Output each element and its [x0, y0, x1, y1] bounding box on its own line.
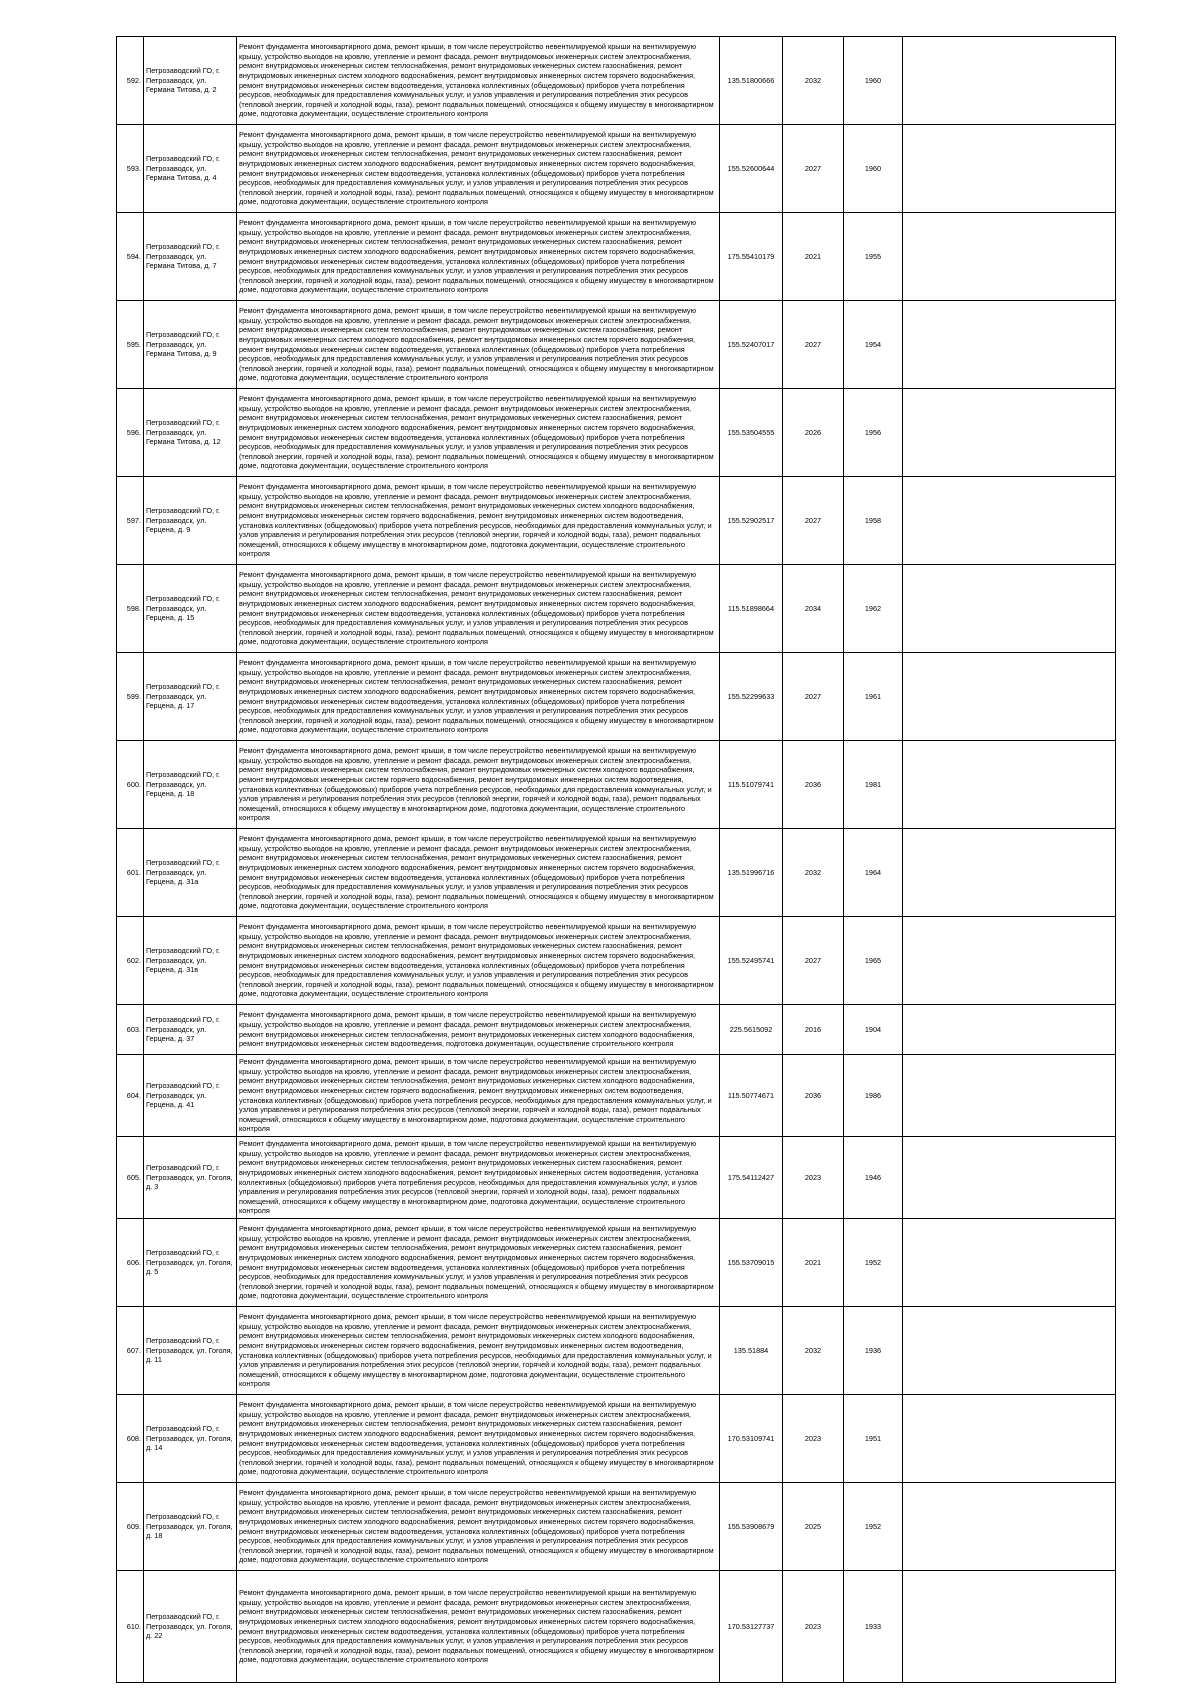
row-address: Петрозаводский ГО, г. Петрозаводск, ул. Герцена, д. 31а — [144, 829, 237, 917]
table-row — [117, 1571, 1116, 1683]
row-year: 2034 — [783, 565, 844, 653]
row-empty-cell — [903, 301, 1116, 389]
row-address: Петрозаводский ГО, г. Петрозаводск, ул. Германа Титова, д. 2 — [144, 37, 237, 125]
row-works: Ремонт фундамента многоквартирного дома, ремонт крыши, в том числе переустройство невентилируемой крыши на вентилируемую крышу, устройство выходов на кровлю, утепление и ремонт фасада, ремонт внутридомовых инженерных систем электроснабжения, ремонт внутридомовых инженерных систем теплоснабжения, ремонт внутридомовых инженерных систем газоснабжения, ремонт внутридомовых инженерных систем холодного водоснабжения, ремонт внутридомовых инженерных систем горячего водоснабжения, ремонт внутридомовых инженерных систем водоотведения, установка коллективных (общедомовых) приборов учета потребления ресурсов, необходимых для предоставления коммунальных услуг, и узлов управления и регулирования потребления этих ресурсов (тепловой энергии, горячей и холодной воды, газа), ремонт подвальных помещений, относящихся к общему имуществу в многоквартирном доме, подготовка документации, осуществление строительного контроля — [237, 653, 720, 741]
row-works: Ремонт фундамента многоквартирного дома, ремонт крыши, в том числе переустройство невентилируемой крыши на вентилируемую крышу, устройство выходов на кровлю, утепление и ремонт фасада, ремонт внутридомовых инженерных систем электроснабжения, ремонт внутридомовых инженерных систем теплоснабжения, ремонт внутридомовых инженерных систем холодного водоснабжения, ремонт внутридомовых инженерных систем горячего водоснабжения, ремонт внутридомовых инженерных систем водоотведения, установка коллективных (общедомовых) приборов учета потребления ресурсов, необходимых для предоставления коммунальных услуг, и узлов управления и регулирования потребления этих ресурсов (тепловой энергии, горячей и холодной воды, газа), ремонт подвальных помещений, относящихся к общему имуществу в многоквартирном доме, подготовка документации, осуществление строительного контроля — [237, 1055, 720, 1137]
table-row — [117, 829, 1116, 917]
row-built-year: 1958 — [844, 477, 903, 565]
row-works: Ремонт фундамента многоквартирного дома, ремонт крыши, в том числе переустройство невентилируемой крыши на вентилируемую крышу, устройство выходов на кровлю, утепление и ремонт фасада, ремонт внутридомовых инженерных систем электроснабжения, ремонт внутридомовых инженерных систем теплоснабжения, ремонт внутридомовых инженерных систем газоснабжения, ремонт внутридомовых инженерных систем холодного водоснабжения, ремонт внутридомовых инженерных систем горячего водоснабжения, ремонт внутридомовых инженерных систем водоотведения, установка коллективных (общедомовых) приборов учета потребления ресурсов, необходимых для предоставления коммунальных услуг, и узлов управления и регулирования потребления этих ресурсов (тепловой энергии, горячей и холодной воды, газа), ремонт подвальных помещений, относящихся к общему имуществу в многоквартирном доме, подготовка документации, осуществление строительного контроля — [237, 1483, 720, 1571]
row-empty-cell — [903, 1483, 1116, 1571]
row-year: 2026 — [783, 389, 844, 477]
row-number: 598. — [117, 565, 144, 653]
row-works: Ремонт фундамента многоквартирного дома, ремонт крыши, в том числе переустройство невентилируемой крыши на вентилируемую крышу, устройство выходов на кровлю, утепление и ремонт фасада, ремонт внутридомовых инженерных систем электроснабжения, ремонт внутридомовых инженерных систем теплоснабжения, ремонт внутридомовых инженерных систем газоснабжения, ремонт внутридомовых инженерных систем холодного водоснабжения, ремонт внутридомовых инженерных систем горячего водоснабжения, ремонт внутридомовых инженерных систем водоотведения, установка коллективных (общедомовых) приборов учета потребления ресурсов, необходимых для предоставления коммунальных услуг, и узлов управления и регулирования потребления этих ресурсов (тепловой энергии, горячей и холодной воды, газа), ремонт подвальных помещений, относящихся к общему имуществу в многоквартирном доме, подготовка документации, осуществление строительного контроля — [237, 1395, 720, 1483]
row-built-year: 1981 — [844, 741, 903, 829]
row-works: Ремонт фундамента многоквартирного дома, ремонт крыши, в том числе переустройство невентилируемой крыши на вентилируемую крышу, устройство выходов на кровлю, утепление и ремонт фасада, ремонт внутридомовых инженерных систем электроснабжения, ремонт внутридомовых инженерных систем теплоснабжения, ремонт внутридомовых инженерных систем газоснабжения, ремонт внутридомовых инженерных систем холодного водоснабжения, ремонт внутридомовых инженерных систем горячего водоснабжения, ремонт внутридомовых инженерных систем водоотведения, установка коллективных (общедомовых) приборов учета потребления ресурсов, необходимых для предоставления коммунальных услуг, и узлов управления и регулирования потребления этих ресурсов (тепловой энергии, горячей и холодной воды, газа), ремонт подвальных помещений, относящихся к общему имуществу в многоквартирном доме, подготовка документации, осуществление строительного контроля — [237, 829, 720, 917]
row-number: 610. — [117, 1571, 144, 1683]
row-works: Ремонт фундамента многоквартирного дома, ремонт крыши, в том числе переустройство невентилируемой крыши на вентилируемую крышу, устройство выходов на кровлю, утепление и ремонт фасада, ремонт внутридомовых инженерных систем электроснабжения, ремонт внутридомовых инженерных систем теплоснабжения, ремонт внутридомовых инженерных систем газоснабжения, ремонт внутридомовых инженерных систем холодного водоснабжения, ремонт внутридомовых инженерных систем горячего водоснабжения, ремонт внутридомовых инженерных систем водоотведения, установка коллективных (общедомовых) приборов учета потребления ресурсов, необходимых для предоставления коммунальных услуг, и узлов управления и регулирования потребления этих ресурсов (тепловой энергии, горячей и холодной воды, газа), ремонт подвальных помещений, относящихся к общему имуществу в многоквартирном доме, подготовка документации, осуществление строительного контроля — [237, 917, 720, 1005]
row-value: 115.51079741 — [720, 741, 783, 829]
row-number: 606. — [117, 1219, 144, 1307]
table-row — [117, 1307, 1116, 1395]
table-row — [117, 37, 1116, 125]
row-address: Петрозаводский ГО, г. Петрозаводск, ул. Герцена, д. 17 — [144, 653, 237, 741]
row-works: Ремонт фундамента многоквартирного дома, ремонт крыши, в том числе переустройство невентилируемой крыши на вентилируемую крышу, устройство выходов на кровлю, утепление и ремонт фасада, ремонт внутридомовых инженерных систем электроснабжения, ремонт внутридомовых инженерных систем теплоснабжения, ремонт внутридомовых инженерных систем газоснабжения, ремонт внутридомовых инженерных систем холодного водоснабжения, ремонт внутридомовых инженерных систем горячего водоснабжения, ремонт внутридомовых инженерных систем водоотведения, установка коллективных (общедомовых) приборов учета потребления ресурсов, необходимых для предоставления коммунальных услуг, и узлов управления и регулирования потребления этих ресурсов (тепловой энергии, горячей и холодной воды, газа), ремонт подвальных помещений, относящихся к общему имуществу в многоквартирном доме, подготовка документации, осуществление строительного контроля — [237, 125, 720, 213]
row-address: Петрозаводский ГО, г. Петрозаводск, ул. Герцена, д. 9 — [144, 477, 237, 565]
row-works: Ремонт фундамента многоквартирного дома, ремонт крыши, в том числе переустройство невентилируемой крыши на вентилируемую крышу, устройство выходов на кровлю, утепление и ремонт фасада, ремонт внутридомовых инженерных систем электроснабжения, ремонт внутридомовых инженерных систем теплоснабжения, ремонт внутридомовых инженерных систем газоснабжения, ремонт внутридомовых инженерных систем холодного водоснабжения, ремонт внутридомовых инженерных систем горячего водоснабжения, ремонт внутридомовых инженерных систем водоотведения, установка коллективных (общедомовых) приборов учета потребления ресурсов, необходимых для предоставления коммунальных услуг, и узлов управления и регулирования потребления этих ресурсов (тепловой энергии, горячей и холодной воды, газа), ремонт подвальных помещений, относящихся к общему имуществу в многоквартирном доме, подготовка документации, осуществление строительного контроля — [237, 1219, 720, 1307]
row-address: Петрозаводский ГО, г. Петрозаводск, ул. Германа Титова, д. 4 — [144, 125, 237, 213]
row-empty-cell — [903, 917, 1116, 1005]
row-address: Петрозаводский ГО, г. Петрозаводск, ул. Гоголя, д. 18 — [144, 1483, 237, 1571]
row-empty-cell — [903, 1055, 1116, 1137]
row-built-year: 1933 — [844, 1571, 903, 1683]
row-empty-cell — [903, 741, 1116, 829]
row-value: 155.52902517 — [720, 477, 783, 565]
row-value: 135.51800666 — [720, 37, 783, 125]
row-number: 597. — [117, 477, 144, 565]
row-built-year: 1904 — [844, 1005, 903, 1055]
row-works: Ремонт фундамента многоквартирного дома, ремонт крыши, в том числе переустройство невентилируемой крыши на вентилируемую крышу, устройство выходов на кровлю, утепление и ремонт фасада, ремонт внутридомовых инженерных систем электроснабжения, ремонт внутридомовых инженерных систем теплоснабжения, ремонт внутридомовых инженерных систем газоснабжения, ремонт внутридомовых инженерных систем холодного водоснабжения, ремонт внутридомовых инженерных систем водоотведения, установка коллективных (общедомовых) приборов учета потребления ресурсов, необходимых для предоставления коммунальных услуг, и узлов управления и регулирования потребления этих ресурсов (тепловой энергии, горячей и холодной воды, газа), ремонт подвальных помещений, относящихся к общему имуществу в многоквартирном доме, подготовка документации, осуществление строительного контроля — [237, 1137, 720, 1219]
row-value: 155.52495741 — [720, 917, 783, 1005]
row-works: Ремонт фундамента многоквартирного дома, ремонт крыши, в том числе переустройство невентилируемой крыши на вентилируемую крышу, устройство выходов на кровлю, утепление и ремонт фасада, ремонт внутридомовых инженерных систем электроснабжения, ремонт внутридомовых инженерных систем теплоснабжения, ремонт внутридомовых инженерных систем газоснабжения, ремонт внутридомовых инженерных систем холодного водоснабжения, ремонт внутридомовых инженерных систем горячего водоснабжения, ремонт внутридомовых инженерных систем водоотведения, установка коллективных (общедомовых) приборов учета потребления ресурсов, необходимых для предоставления коммунальных услуг, и узлов управления и регулирования потребления этих ресурсов (тепловой энергии, горячей и холодной воды, газа), ремонт подвальных помещений, относящихся к общему имуществу в многоквартирном доме, подготовка документации, осуществление строительного контроля — [237, 389, 720, 477]
row-value: 135.51884 — [720, 1307, 783, 1395]
row-works: Ремонт фундамента многоквартирного дома, ремонт крыши, в том числе переустройство невентилируемой крыши на вентилируемую крышу, устройство выходов на кровлю, утепление и ремонт фасада, ремонт внутридомовых инженерных систем электроснабжения, ремонт внутридомовых инженерных систем теплоснабжения, ремонт внутридомовых инженерных систем холодного водоснабжения, ремонт внутридомовых инженерных систем горячего водоснабжения, ремонт внутридомовых инженерных систем водоотведения, установка коллективных (общедомовых) приборов учета потребления ресурсов, необходимых для предоставления коммунальных услуг, и узлов управления и регулирования потребления этих ресурсов (тепловой энергии, горячей и холодной воды, газа), ремонт подвальных помещений, относящихся к общему имуществу в многоквартирном доме, подготовка документации, осуществление строительного контроля — [237, 1307, 720, 1395]
document-page — [116, 36, 1116, 1683]
row-built-year: 1956 — [844, 389, 903, 477]
row-empty-cell — [903, 1219, 1116, 1307]
table-row — [117, 1137, 1116, 1219]
row-number: 608. — [117, 1395, 144, 1483]
table-row — [117, 653, 1116, 741]
row-address: Петрозаводский ГО, г. Петрозаводск, ул. Германа Титова, д. 12 — [144, 389, 237, 477]
row-value: 155.52407017 — [720, 301, 783, 389]
row-built-year: 1946 — [844, 1137, 903, 1219]
table-row — [117, 917, 1116, 1005]
row-address: Петрозаводский ГО, г. Петрозаводск, ул. Гоголя, д. 22 — [144, 1571, 237, 1683]
row-number: 605. — [117, 1137, 144, 1219]
row-year: 2027 — [783, 477, 844, 565]
row-works: Ремонт фундамента многоквартирного дома, ремонт крыши, в том числе переустройство невентилируемой крыши на вентилируемую крышу, устройство выходов на кровлю, утепление и ремонт фасада, ремонт внутридомовых инженерных систем электроснабжения, ремонт внутридомовых инженерных систем теплоснабжения, ремонт внутридомовых инженерных систем газоснабжения, ремонт внутридомовых инженерных систем холодного водоснабжения, ремонт внутридомовых инженерных систем горячего водоснабжения, ремонт внутридомовых инженерных систем водоотведения, установка коллективных (общедомовых) приборов учета потребления ресурсов, необходимых для предоставления коммунальных услуг, и узлов управления и регулирования потребления этих ресурсов (тепловой энергии, горячей и холодной воды, газа), ремонт подвальных помещений, относящихся к общему имуществу в многоквартирном доме, подготовка документации, осуществление строительного контроля — [237, 213, 720, 301]
row-empty-cell — [903, 213, 1116, 301]
row-address: Петрозаводский ГО, г. Петрозаводск, ул. Герцена, д. 18 — [144, 741, 237, 829]
row-year: 2027 — [783, 917, 844, 1005]
row-year: 2023 — [783, 1137, 844, 1219]
row-empty-cell — [903, 1307, 1116, 1395]
row-empty-cell — [903, 653, 1116, 741]
row-number: 601. — [117, 829, 144, 917]
row-value: 155.52600644 — [720, 125, 783, 213]
row-built-year: 1960 — [844, 37, 903, 125]
row-built-year: 1964 — [844, 829, 903, 917]
row-number: 600. — [117, 741, 144, 829]
row-address: Петрозаводский ГО, г. Петрозаводск, ул. Германа Титова, д. 9 — [144, 301, 237, 389]
row-empty-cell — [903, 389, 1116, 477]
row-number: 609. — [117, 1483, 144, 1571]
table-row — [117, 389, 1116, 477]
row-year: 2021 — [783, 1219, 844, 1307]
table-row — [117, 1395, 1116, 1483]
row-value: 155.53709015 — [720, 1219, 783, 1307]
row-built-year: 1952 — [844, 1219, 903, 1307]
row-year: 2023 — [783, 1395, 844, 1483]
row-empty-cell — [903, 1395, 1116, 1483]
row-built-year: 1965 — [844, 917, 903, 1005]
row-works: Ремонт фундамента многоквартирного дома, ремонт крыши, в том числе переустройство невентилируемой крыши на вентилируемую крышу, устройство выходов на кровлю, утепление и ремонт фасада, ремонт внутридомовых инженерных систем электроснабжения, ремонт внутридомовых инженерных систем теплоснабжения, ремонт внутридомовых инженерных систем холодного водоснабжения, ремонт внутридомовых инженерных систем горячего водоснабжения, ремонт внутридомовых инженерных систем водоотведения, установка коллективных (общедомовых) приборов учета потребления ресурсов, необходимых для предоставления коммунальных услуг, и узлов управления и регулирования потребления этих ресурсов (тепловой энергии, горячей и холодной воды, газа), ремонт подвальных помещений, относящихся к общему имуществу в многоквартирном доме, подготовка документации, осуществление строительного контроля — [237, 741, 720, 829]
row-address: Петрозаводский ГО, г. Петрозаводск, ул. Герцена, д. 41 — [144, 1055, 237, 1137]
row-value: 175.55410179 — [720, 213, 783, 301]
capital-repair-table — [116, 36, 1116, 1683]
row-value: 115.50774671 — [720, 1055, 783, 1137]
table-row — [117, 1219, 1116, 1307]
row-number: 596. — [117, 389, 144, 477]
table-row — [117, 565, 1116, 653]
row-value: 170.53127737 — [720, 1571, 783, 1683]
row-year: 2032 — [783, 829, 844, 917]
row-address: Петрозаводский ГО, г. Петрозаводск, ул. Гоголя, д. 5 — [144, 1219, 237, 1307]
table-row — [117, 301, 1116, 389]
row-year: 2032 — [783, 1307, 844, 1395]
table-row — [117, 477, 1116, 565]
row-works: Ремонт фундамента многоквартирного дома, ремонт крыши, в том числе переустройство невентилируемой крыши на вентилируемую крышу, устройство выходов на кровлю, утепление и ремонт фасада, ремонт внутридомовых инженерных систем электроснабжения, ремонт внутридомовых инженерных систем теплоснабжения, ремонт внутридомовых инженерных систем холодного водоснабжения, ремонт внутридомовых инженерных систем горячего водоснабжения, ремонт внутридомовых инженерных систем водоотведения, установка коллективных (общедомовых) приборов учета потребления ресурсов, необходимых для предоставления коммунальных услуг, и узлов управления и регулирования потребления этих ресурсов (тепловой энергии, горячей и холодной воды, газа), ремонт подвальных помещений, относящихся к общему имуществу в многоквартирном доме, подготовка документации, осуществление строительного контроля — [237, 477, 720, 565]
table-row — [117, 1005, 1116, 1055]
row-number: 593. — [117, 125, 144, 213]
row-value: 135.51996716 — [720, 829, 783, 917]
row-year: 2027 — [783, 301, 844, 389]
row-value: 155.53908679 — [720, 1483, 783, 1571]
table-row — [117, 741, 1116, 829]
row-empty-cell — [903, 125, 1116, 213]
row-number: 594. — [117, 213, 144, 301]
row-works: Ремонт фундамента многоквартирного дома, ремонт крыши, в том числе переустройство невентилируемой крыши на вентилируемую крышу, устройство выходов на кровлю, утепление и ремонт фасада, ремонт внутридомовых инженерных систем электроснабжения, ремонт внутридомовых инженерных систем теплоснабжения, ремонт внутридомовых инженерных систем газоснабжения, ремонт внутридомовых инженерных систем холодного водоснабжения, ремонт внутридомовых инженерных систем горячего водоснабжения, ремонт внутридомовых инженерных систем водоотведения, установка коллективных (общедомовых) приборов учета потребления ресурсов, необходимых для предоставления коммунальных услуг, и узлов управления и регулирования потребления этих ресурсов (тепловой энергии, горячей и холодной воды, газа), ремонт подвальных помещений, относящихся к общему имуществу в многоквартирном доме, подготовка документации, осуществление строительного контроля — [237, 565, 720, 653]
row-works: Ремонт фундамента многоквартирного дома, ремонт крыши, в том числе переустройство невентилируемой крыши на вентилируемую крышу, устройство выходов на кровлю, утепление и ремонт фасада, ремонт внутридомовых инженерных систем электроснабжения, ремонт внутридомовых инженерных систем теплоснабжения, ремонт внутридомовых инженерных систем газоснабжения, ремонт внутридомовых инженерных систем холодного водоснабжения, ремонт внутридомовых инженерных систем горячего водоснабжения, ремонт внутридомовых инженерных систем водоотведения, установка коллективных (общедомовых) приборов учета потребления ресурсов, необходимых для предоставления коммунальных услуг, и узлов управления и регулирования потребления этих ресурсов (тепловой энергии, горячей и холодной воды, газа), ремонт подвальных помещений, относящихся к общему имуществу в многоквартирном доме, подготовка документации, осуществление строительного контроля — [237, 1571, 720, 1683]
row-works: Ремонт фундамента многоквартирного дома, ремонт крыши, в том числе переустройство невентилируемой крыши на вентилируемую крышу, устройство выходов на кровлю, утепление и ремонт фасада, ремонт внутридомовых инженерных систем электроснабжения, ремонт внутридомовых инженерных систем теплоснабжения, ремонт внутридомовых инженерных систем газоснабжения, ремонт внутридомовых инженерных систем холодного водоснабжения, ремонт внутридомовых инженерных систем горячего водоснабжения, ремонт внутридомовых инженерных систем водоотведения, установка коллективных (общедомовых) приборов учета потребления ресурсов, необходимых для предоставления коммунальных услуг, и узлов управления и регулирования потребления этих ресурсов (тепловой энергии, горячей и холодной воды, газа), ремонт подвальных помещений, относящихся к общему имуществу в многоквартирном доме, подготовка документации, осуществление строительного контроля — [237, 37, 720, 125]
row-empty-cell — [903, 477, 1116, 565]
row-number: 599. — [117, 653, 144, 741]
row-built-year: 1962 — [844, 565, 903, 653]
row-year: 2036 — [783, 1055, 844, 1137]
row-year: 2036 — [783, 741, 844, 829]
row-address: Петрозаводский ГО, г. Петрозаводск, ул. Герцена, д. 37 — [144, 1005, 237, 1055]
row-value: 155.53504555 — [720, 389, 783, 477]
row-empty-cell — [903, 829, 1116, 917]
row-number: 602. — [117, 917, 144, 1005]
row-address: Петрозаводский ГО, г. Петрозаводск, ул. Германа Титова, д. 7 — [144, 213, 237, 301]
row-value: 170.53109741 — [720, 1395, 783, 1483]
table-body — [117, 37, 1116, 1683]
row-number: 607. — [117, 1307, 144, 1395]
row-value: 115.51898664 — [720, 565, 783, 653]
row-address: Петрозаводский ГО, г. Петрозаводск, ул. Герцена, д. 31в — [144, 917, 237, 1005]
row-value: 155.52299633 — [720, 653, 783, 741]
table-row — [117, 125, 1116, 213]
row-year: 2032 — [783, 37, 844, 125]
row-address: Петрозаводский ГО, г. Петрозаводск, ул. Герцена, д. 15 — [144, 565, 237, 653]
row-built-year: 1955 — [844, 213, 903, 301]
table-row — [117, 1483, 1116, 1571]
row-address: Петрозаводский ГО, г. Петрозаводск, ул. Гоголя, д. 11 — [144, 1307, 237, 1395]
row-value: 175.54112427 — [720, 1137, 783, 1219]
table-row — [117, 213, 1116, 301]
row-year: 2021 — [783, 213, 844, 301]
row-number: 595. — [117, 301, 144, 389]
row-empty-cell — [903, 37, 1116, 125]
row-year: 2016 — [783, 1005, 844, 1055]
row-year: 2027 — [783, 125, 844, 213]
row-number: 592. — [117, 37, 144, 125]
row-built-year: 1952 — [844, 1483, 903, 1571]
row-works: Ремонт фундамента многоквартирного дома, ремонт крыши, в том числе переустройство невентилируемой крыши на вентилируемую крышу, устройство выходов на кровлю, утепление и ремонт фасада, ремонт внутридомовых инженерных систем электроснабжения, ремонт внутридомовых инженерных систем теплоснабжения, ремонт внутридомовых инженерных систем газоснабжения, ремонт внутридомовых инженерных систем холодного водоснабжения, ремонт внутридомовых инженерных систем горячего водоснабжения, ремонт внутридомовых инженерных систем водоотведения, установка коллективных (общедомовых) приборов учета потребления ресурсов, необходимых для предоставления коммунальных услуг, и узлов управления и регулирования потребления этих ресурсов (тепловой энергии, горячей и холодной воды, газа), ремонт подвальных помещений, относящихся к общему имуществу в многоквартирном доме, подготовка документации, осуществление строительного контроля — [237, 301, 720, 389]
row-built-year: 1936 — [844, 1307, 903, 1395]
row-number: 604. — [117, 1055, 144, 1137]
table-row — [117, 1055, 1116, 1137]
row-empty-cell — [903, 1571, 1116, 1683]
row-value: 225.5615092 — [720, 1005, 783, 1055]
row-address: Петрозаводский ГО, г. Петрозаводск, ул. Гоголя, д. 3 — [144, 1137, 237, 1219]
row-works: Ремонт фундамента многоквартирного дома, ремонт крыши, в том числе переустройство невентилируемой крыши на вентилируемую крышу, устройство выходов на кровлю, утепление и ремонт фасада, ремонт внутридомовых инженерных систем электроснабжения, ремонт внутридомовых инженерных систем теплоснабжения, ремонт внутридомовых инженерных систем холодного водоснабжения, ремонт внутридомовых инженерных систем водоотведения, подготовка документации, осуществление строительного контроля — [237, 1005, 720, 1055]
row-number: 603. — [117, 1005, 144, 1055]
row-empty-cell — [903, 1005, 1116, 1055]
row-built-year: 1960 — [844, 125, 903, 213]
row-empty-cell — [903, 565, 1116, 653]
row-year: 2025 — [783, 1483, 844, 1571]
row-built-year: 1986 — [844, 1055, 903, 1137]
row-empty-cell — [903, 1137, 1116, 1219]
row-built-year: 1951 — [844, 1395, 903, 1483]
row-built-year: 1954 — [844, 301, 903, 389]
row-built-year: 1961 — [844, 653, 903, 741]
row-year: 2023 — [783, 1571, 844, 1683]
row-year: 2027 — [783, 653, 844, 741]
row-address: Петрозаводский ГО, г. Петрозаводск, ул. Гоголя, д. 14 — [144, 1395, 237, 1483]
